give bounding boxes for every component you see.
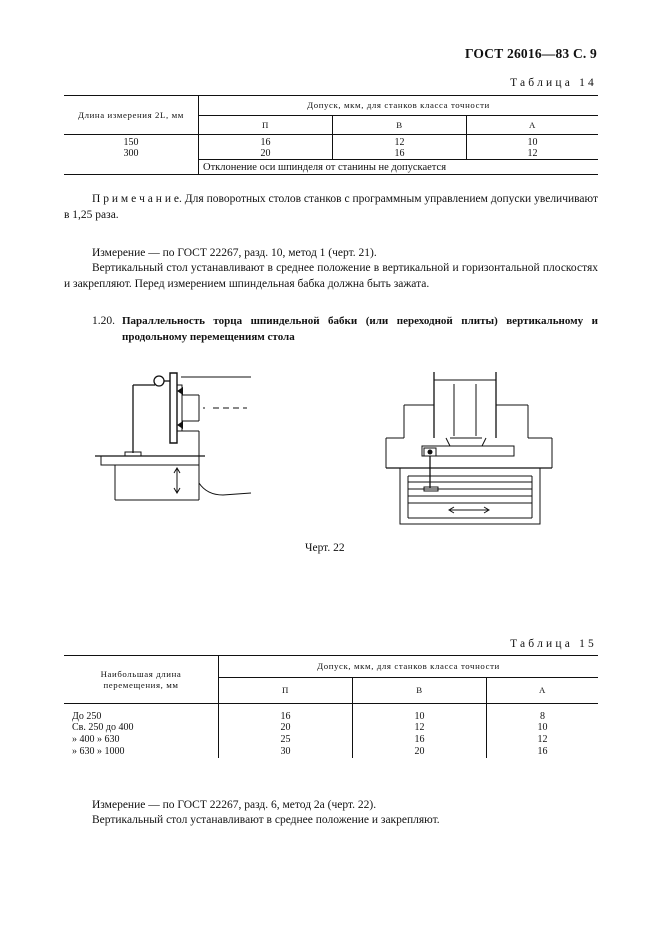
figure-caption: Черт. 22 [305, 542, 345, 554]
section-number: 1.20. [92, 315, 115, 327]
measurement-1-line1: Измерение — по ГОСТ 22267, разд. 10, метод 1 (черт. 21). [92, 247, 377, 259]
table-14-class-a: А [467, 116, 599, 135]
section-title: Параллельность торца шпиндельной бабки (или переходной плиты) вертикальному и продольному перемещениям стола [122, 315, 598, 343]
table-14-col1-header: Длина измерения 2L, мм [64, 96, 199, 135]
table-row [64, 722, 598, 734]
table-14-caption: Таблица 14 [510, 77, 597, 89]
table-14 [64, 95, 598, 175]
table-cell: 10 [353, 704, 487, 722]
figure-22-left-view [95, 365, 255, 520]
table-row [64, 704, 598, 722]
table-cell: » 630 » 1000 [64, 746, 219, 758]
table-15-class-p: П [219, 678, 353, 704]
table-cell: 10 [537, 722, 548, 733]
table-cell: 20 [353, 746, 487, 758]
table-cell: 16 [219, 704, 353, 722]
table-15-class-v: В [353, 678, 487, 704]
table-cell: 16 [537, 746, 548, 757]
table-cell: 8 [540, 710, 545, 722]
table-cell: До 250 [64, 704, 219, 722]
table-cell: 25 [219, 734, 353, 746]
table-cell: » 400 » 630 [64, 734, 219, 746]
table-14-class-v: В [333, 116, 467, 135]
measurement-2-line2: Вертикальный стол устанавливают в среднее положение и закрепляют. [92, 814, 440, 826]
table-15-col1-header: Наибольшая длина перемещения, мм [64, 656, 219, 704]
table-15-group-header: Допуск, мкм, для станков класса точности [219, 656, 599, 678]
table-cell: 12 [467, 148, 599, 160]
table-15-caption: Таблица 15 [510, 638, 597, 650]
table-cell: 12 [353, 722, 487, 734]
table-cell: 20 [219, 722, 353, 734]
page-header: ГОСТ 26016—83 С. 9 [464, 46, 597, 61]
table-cell: 16 [199, 135, 333, 149]
table-cell: 16 [353, 734, 487, 746]
table-15-class-a: А [487, 678, 599, 704]
note: П р и м е ч а н и е. Для поворотных столов станков с программным управлением допуски увеличивают в 1,25 раза. [64, 193, 598, 221]
table-cell: 150 [64, 135, 199, 149]
table-cell [64, 160, 199, 175]
table-row [64, 148, 598, 160]
table-cell: 300 [64, 148, 199, 160]
table-row [64, 135, 598, 149]
table-cell: 12 [537, 734, 548, 745]
table-cell: 30 [219, 746, 353, 758]
table-row [64, 746, 598, 758]
figure-22-right-view [378, 372, 558, 527]
table-cell: 16 [333, 148, 467, 160]
table-row [64, 734, 598, 746]
table-14-class-p: П [199, 116, 333, 135]
measurement-2-line1: Измерение — по ГОСТ 22267, разд. 6, метод 2а (черт. 22). [92, 799, 377, 811]
table-cell: 10 [527, 137, 538, 148]
table-cell: 20 [199, 148, 333, 160]
measurement-1-line2: Вертикальный стол устанавливают в среднее положение в вертикальной и горизонтальной плоскостях и закрепляют. Перед измерением шпиндельная бабка должна быть зажата. [64, 262, 598, 290]
table-14-footer: Отклонение оси шпинделя от станины не допускается [199, 160, 599, 175]
table-15 [64, 655, 598, 758]
table-14-group-header: Допуск, мкм, для станков класса точности [199, 96, 599, 116]
table-cell: Св. 250 до 400 [64, 722, 219, 734]
table-cell: 12 [333, 135, 467, 149]
